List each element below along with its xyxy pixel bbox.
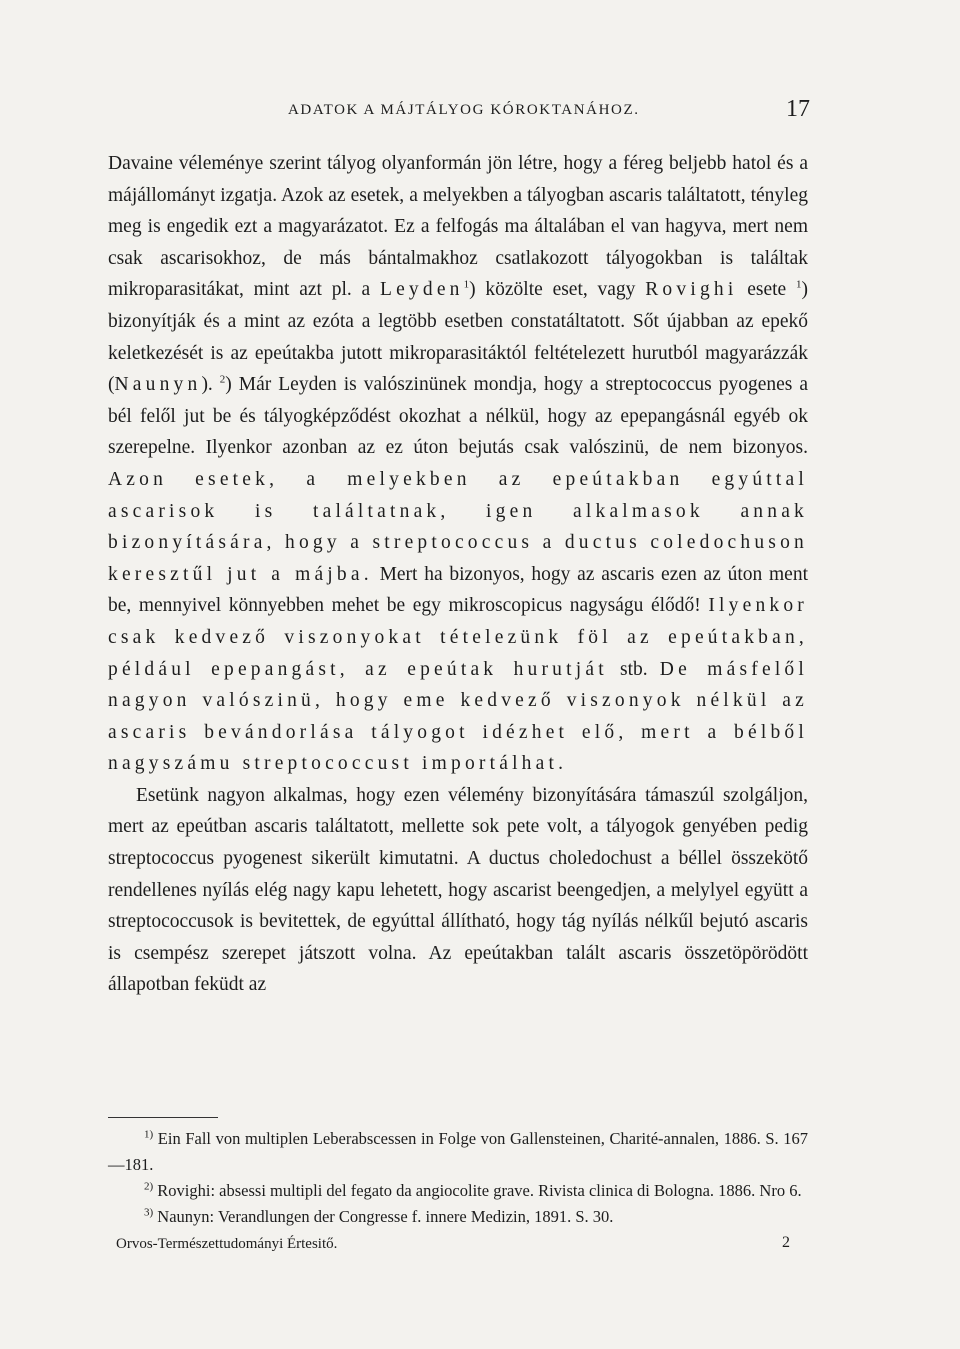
text-run: Már Leyden is valószinünek mondja, hogy a streptococcus pyogenes a bél felől jut be és tályogképződést okozhat a nélkül, hogy az epepangásnál egyéb ok szerepelne. Ilyenkor azonban az ez úton bejutás csak valószinü, de nem bizonyos.: [108, 374, 808, 459]
text-run: bizonyítják és a mint az ezóta a legtöbb esetben constatáltatott. Sőt újabban az epekő keletkezését is az epeútakba jutott mikroparasitáktól feltételezett hurutból magyarázzák (: [108, 310, 808, 396]
author-name-leyden: Leyden: [379, 279, 464, 301]
text-run: Mert ha bizonyos, hogy az ascaris ezen az úton ment be, mennyivel könnyebben mehet be egy mikroscopicus nagyságu élődő!: [108, 563, 808, 617]
page-number: 17: [786, 96, 810, 122]
paragraph-2: Esetünk nagyon alkalmas, hogy ezen vélemény bizonyítására támaszúl szolgáljon, mert az epeútban ascaris találtatott, mellette sok pete volt, a tályogok genyében pedig streptococcus pyogenest sikerült kimutatni. A ductus choledochust a béllel összekötő rendellenes nyílás elég nagy kapu lehetett, hogy ascarist beengedjen, a melylyel együtt a streptococcusok is bevitettek, de egyúttal állítható, hogy tág nyílás nélkűl bejutó ascaris is csempész szerepet játszott volna. Az epeútakban talált ascaris összetöpörödött állapotban feküdt az: [108, 784, 808, 996]
text-run: közölte eset, vagy: [475, 279, 646, 301]
footnotes: [108, 1126, 808, 1230]
body-text: [108, 148, 808, 1001]
footnote-ref: 1: [463, 278, 470, 291]
footnote-rule: [108, 1117, 218, 1118]
text-run: ).: [201, 374, 220, 396]
spaced-emphasis: Azon esetek, a melyekben az epeútakban egyúttal ascarisok is találtatnak, igen alkalmasok annak bizonyítására, hogy a streptococcus a ductus coledochuson keresztűl jut a májba.: [108, 468, 808, 585]
spaced-emphasis: Ilyenkor csak kedvező viszonyokat tételezünk föl az epeútakban, például epepangást, az epeútak hurutját: [108, 595, 808, 680]
author-name-naunyn: Naunyn: [114, 374, 202, 396]
paragraph-1: Davaine véleménye szerint tályog olyanformán jön létre, hogy a féreg beljebb hatol és a májállományt izgatja. Azok az esetek, a melyekben a tályogban ascaris találtatott, tényleg meg is engedik ezt a magyarázatot. Ez a felfogás ma általában el van hagyva, mert nem csak ascarisokhoz, de más bántalmakhoz csatlakozott tályogokban is találtak mikroparasitákat, mint azt pl. a Leyden$^1$) közölte eset, vagy Rovighi esete $^1$) bizonyítják és a mint az ezóta a legtöbb esetben constatáltatott. Sőt újabban az epekő keletkezését is az epeútakba jutott mikroparasitáktól feltételezett hurutból magyarázzák (Naunyn). $^2$) Már Leyden is valószinünek mondja, hogy a streptococcus pyogenes a bél felől jut be és tályogképződést okozhat a nélkül, hogy az epepangásnál egyéb ok szerepelne. Ilyenkor azonban az ez úton bejutás csak valószinü, de nem bizonyos. Azon esetek, a melyekben az epeútakban egyúttal ascarisok is találtatnak, igen alkalmasok annak bizonyítására, hogy a streptococcus a ductus coledochuson keresztűl jut a májba. Mert ha bizonyos, hogy az ascaris ezen az úton ment be, mennyivel könnyebben mehet be egy mikroscopicus nagyságu élődő! Ilyenkor csak kedvező viszonyokat tételezünk föl az epeútakban, például epepangást, az epeútak hurutját stb. De másfelől nagyon valószinü, hogy eme kedvező viszonyok nélkül az ascaris bevándorlása tályogot idézhet elő, mert a bélből nagyszámu streptococcust importálhat.: [108, 153, 809, 775]
spaced-emphasis: De másfelől nagyon valószinü, hogy eme kedvező viszonyok nélkül az ascaris bevándorlása tályogot idézhet elő, mert a bélből nagyszámu streptococcust importálhat.: [108, 658, 809, 775]
journal-name: Orvos-Természettudományi Értesitő.: [116, 1236, 338, 1252]
footnote-2: $^{2)}$ Rovighi: absessi multipli del fegato da angiocolite grave. Rivista clinica di Bologna. 1886. Nro 6.: [144, 1180, 802, 1200]
page-header: [108, 96, 810, 130]
footnote-ref: 2: [219, 373, 226, 386]
footnote-1: $^{1)}$ Ein Fall von multiplen Leberabscessen in Folge von Gallensteinen, Charité-annalen, 1886. S. 167—181.: [108, 1128, 808, 1174]
author-name-rovighi: Rovighi: [645, 279, 738, 301]
text-run: Davaine véleménye szerint tályog olyanformán jön létre, hogy a féreg beljebb hatol és a májállományt izgatja. Azok az esetek, a melyekben a tályogban ascaris találtatott, tényleg meg is engedik ezt a magyarázatot. Ez a felfogás ma általában el van hagyva, mert nem csak ascarisokhoz, de más bántalmakhoz csatlakozott tályogokban is találtak mikroparasitákat, mint azt pl. a: [108, 153, 808, 301]
text-run: stb.: [607, 658, 660, 680]
footnote-ref: 1: [796, 278, 802, 291]
footnote-3: $^{3)}$ Naunyn: Verandlungen der Congresse f. innere Medizin, 1891. S. 30.: [144, 1206, 614, 1226]
text-run: esete: [737, 279, 796, 301]
sheet-number: 2: [782, 1234, 790, 1251]
running-head: ADATOK A MÁJTÁLYOG KÓROKTANÁHOZ.: [288, 102, 640, 118]
